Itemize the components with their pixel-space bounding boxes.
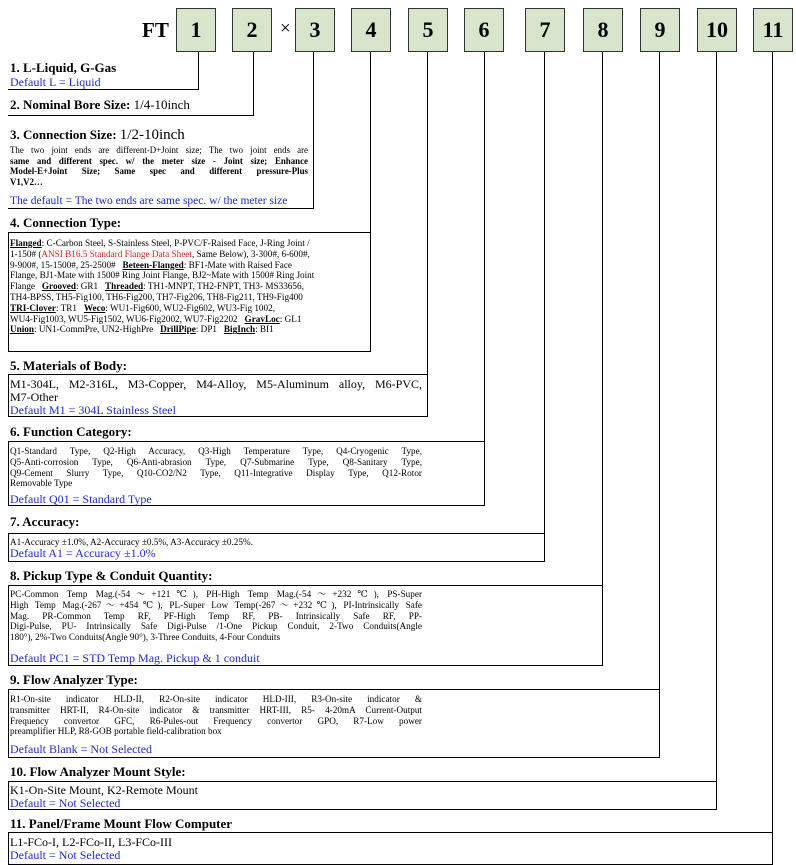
code-box-1: 1 — [176, 8, 216, 52]
section-9-title: 9. Flow Analyzer Type: — [10, 672, 138, 687]
section-10-default: Default = Not Selected — [10, 796, 121, 810]
beteen-flanged-label: Beteen-Flanged — [122, 259, 184, 270]
l8-a: WU4-Fig1003, WU5-Fig1502, WU6-Fig2002, WU7-Fig2202 — [10, 313, 238, 324]
code-box-9: 9 — [640, 8, 680, 52]
frame-top-9 — [8, 689, 660, 690]
section-8-default: Default PC1 = STD Temp Mag. Pickup & 1 conduit — [10, 651, 260, 665]
ansi-datasheet-link[interactable]: ANSI B16.5 Standard Flange Data Sheet — [41, 248, 192, 259]
section-8-line-4: Digi-Pulse, PU- Intrinsically Safe Digi-Pulse /1-One Pickup Conduit, 2-Two Conduits(Angle — [10, 621, 422, 632]
section-6-line-4: Removable Type — [10, 478, 73, 489]
section-5-title: 5. Materials of Body: — [10, 358, 127, 373]
section-2-label: 2. Nominal Bore Size: — [10, 97, 131, 112]
section-4-body — [10, 238, 366, 335]
code-box-8: 8 — [583, 8, 623, 52]
section-8-line-2: High Temp Mag.(-267～+454℃), PL-Super Low Temp(-267～+232℃), PI-Intrinsically Safe — [10, 599, 422, 610]
connector-4 — [370, 52, 371, 351]
section-4-line-3 — [10, 260, 366, 271]
section-3-title — [10, 127, 185, 144]
l9-b: : DP1 — [195, 324, 218, 335]
times-sign: × — [280, 18, 291, 39]
code-box-3: 3 — [295, 8, 335, 52]
section-4-line-9 — [10, 324, 366, 335]
section-3-line-2: same and different spec. w/ the meter size - Joint size; Enhance — [10, 155, 308, 166]
section-4-line-4: Flange, BJ1-Mate with 1500# Ring Joint Flange, BJ2~Mate with 1500# Ring Joint — [10, 270, 315, 281]
section-11-title: 11. Panel/Frame Mount Flow Computer — [10, 816, 233, 831]
connector-2 — [253, 52, 254, 115]
connector-7 — [544, 52, 545, 561]
connector-1 — [198, 52, 199, 89]
code-box-5: 5 — [408, 8, 448, 52]
bottom-line-1 — [8, 89, 199, 90]
l9-c: : BI1 — [255, 324, 274, 335]
section-5-default: Default M1 = 304L Stainless Steel — [10, 402, 176, 417]
frame-top-6 — [8, 441, 485, 442]
section-4-line-2 — [10, 249, 366, 260]
code-box-11: 11 — [753, 8, 793, 52]
frame-left-6 — [8, 441, 9, 505]
threaded-label: Threaded — [105, 281, 144, 292]
frame-left-11 — [8, 832, 9, 864]
frame-top-8 — [8, 585, 603, 586]
frame-left-4 — [8, 232, 9, 351]
section-7-title: 7. Accuracy: — [10, 514, 80, 529]
section-7-line-1: A1-Accuracy ±1.0%, A2-Accuracy ±0.5%, A3-Accuracy ±0.25%. — [10, 537, 253, 547]
bottom-line-8 — [8, 665, 603, 666]
section-3-line-4: V1,V2… — [10, 176, 43, 187]
connector-3 — [313, 52, 314, 208]
section-9-line-4: preamplifier HLP, R8-GOB portable field-calibration box — [10, 726, 222, 737]
section-6-line-3: Q9-Cement Slurry Type, Q10-CO2/N2 Type, Q11-Integrative Display Type, Q12-Rotor — [10, 467, 422, 478]
frame-left-8 — [8, 585, 9, 665]
section-9-line-3: Frequency convertor GFC, R6-Pules-out Frequency convertor GPO, R7-Low power — [10, 715, 422, 726]
section-4-line-1 — [10, 238, 366, 249]
connector-11 — [772, 52, 773, 864]
bottom-line-9 — [8, 757, 660, 758]
l5-b: : GR1 — [75, 281, 99, 292]
bottom-line-4 — [8, 351, 371, 352]
section-10-title: 10. Flow Analyzer Mount Style: — [10, 764, 186, 779]
tri-clover-label: TRI-Clover — [10, 302, 56, 313]
section-3-line-1: The two joint ends are different-D+Joint size; The two joint ends are — [10, 145, 308, 155]
l2-a: 1-150# ( — [10, 248, 42, 259]
l3-a: 9-900#, 15-1500#, 25-2500# — [10, 259, 116, 270]
connector-5 — [427, 52, 428, 416]
section-5-line-2: M7-Other — [10, 389, 58, 404]
l3-b: : BF1-Mate with Raised Face — [183, 259, 292, 270]
frame-top-4 — [8, 232, 371, 233]
l5-c: : TH1-MNPT, TH2-FNPT, TH3- MS33656, — [143, 281, 304, 292]
code-box-2: 2 — [232, 8, 272, 52]
grooved-label: Grooved — [41, 281, 76, 292]
section-11-default: Default = Not Selected — [10, 848, 121, 862]
frame-left-9 — [8, 689, 9, 757]
section-8-line-1: PC-Common Temp Mag.(-54～+121℃), PH-High Temp Mag.(-54～+232℃), PS-Super — [10, 589, 422, 599]
connector-8 — [602, 52, 603, 665]
union-label: Union — [10, 324, 35, 335]
l9-a: : UN1-CommPre, UN2-HighPre — [34, 324, 154, 335]
l7-a: : TR1 — [55, 302, 77, 313]
model-prefix: FT — [142, 18, 169, 42]
section-4-line-5 — [10, 281, 366, 292]
section-4-line-8 — [10, 314, 366, 325]
section-6-line-1: Q1-Standard Type, Q2-High Accuracy, Q3-High Temperature Type, Q4-Cryogenic Type, — [10, 446, 422, 456]
section-3-body — [10, 145, 308, 187]
section-3-line-3: Model-E+Joint Size; Same spec and different pressure-Plus — [10, 166, 308, 177]
section-9-line-2: transmitter HRT-II, R4-On-site indicator & transmitter HRT-III, R5- 4-20mA Current-Output — [10, 704, 422, 715]
section-9-line-1: R1-On-site indicator HLD-II, R2-On-site indicator HLD-III, R3-On-site indicator & — [10, 694, 422, 704]
connector-9 — [659, 52, 660, 757]
section-3-default: The default = The two ends are same spec. w/ the meter size — [10, 195, 288, 207]
code-box-10: 10 — [697, 8, 737, 52]
connector-6 — [484, 52, 485, 505]
section-5-body — [10, 378, 422, 416]
section-9-body — [10, 694, 422, 737]
section-4-line-7 — [10, 303, 366, 314]
biginch-label: BigInch — [223, 324, 256, 335]
l5-a: Flange — [10, 281, 36, 292]
l8-b: : GL1 — [279, 313, 302, 324]
gravloc-label: GravLoc — [244, 313, 280, 324]
section-1-title: 1. L-Liquid, G-Gas — [10, 60, 117, 75]
section-8-line-3: Mag. PR-Common Temp RF, PF-High Temp RF, PB- Intrinsically Safe RF, PP- — [10, 610, 422, 621]
section-11-line-1: L1-FCo-I, L2-FCo-II, L3-FCo-III — [10, 835, 172, 849]
frame-left-5 — [8, 374, 9, 416]
frame-left-7 — [8, 533, 9, 561]
section-8-line-5: 180°), 2%-Two Conduits(Angle 90°), 3-Three Conduits, 4-Four Conduits — [10, 632, 281, 643]
code-box-6: 6 — [464, 8, 504, 52]
frame-top-10 — [8, 781, 717, 782]
frame-top-11 — [8, 832, 773, 833]
section-6-title: 6. Function Category: — [10, 424, 132, 439]
bottom-line-2 — [8, 115, 254, 116]
l7-b: : WU1-Fig600, WU2-Fig602, WU3-Fig 1002, — [105, 302, 276, 313]
section-1-default: Default L = Liquid — [10, 75, 101, 89]
section-9-default: Default Blank = Not Selected — [10, 742, 153, 756]
section-8-title: 8. Pickup Type & Conduit Quantity: — [10, 568, 213, 583]
section-6-body — [10, 446, 422, 489]
connector-10 — [716, 52, 717, 809]
section-5-line-1: M1-304L, M2-316L, M3-Copper, M4-Alloy, M5-Aluminum alloy, M6-PVC, — [10, 377, 422, 391]
flanged-text: : C-Carbon Steel, S-Stainless Steel, P-PVC/F-Raised Face, J-Ring Joint / — [41, 238, 310, 248]
frame-top-5 — [8, 374, 428, 375]
flanged-label: Flanged — [10, 238, 42, 248]
bottom-line-7 — [8, 561, 545, 562]
section-3-label: 3. Connection Size: — [10, 127, 117, 142]
weco-label: Weco — [83, 302, 106, 313]
code-box-4: 4 — [351, 8, 391, 52]
section-8-body — [10, 589, 422, 643]
section-2-value: 1/4-10inch — [133, 97, 190, 112]
frame-top-7 — [8, 533, 545, 534]
section-3-value: 1/2-10inch — [119, 127, 185, 143]
frame-left-10 — [8, 781, 9, 809]
section-6-line-2: Q5-Anti-corrosion Type, Q6-Anti-abrasion Type, Q7-Submarine Type, Q8-Sanitary Type, — [10, 456, 422, 467]
section-4-title: 4. Connection Type: — [10, 215, 122, 230]
section-7-default: Default A1 = Accuracy ±1.0% — [10, 546, 156, 560]
drillpipe-label: DrillPipe — [160, 324, 196, 335]
code-box-7: 7 — [525, 8, 565, 52]
l2-b: , Same Below), 3-300#, 6-600#, — [191, 248, 310, 259]
section-6-default: Default Q01 = Standard Type — [10, 492, 152, 506]
section-2-title — [10, 97, 190, 113]
bottom-line-3 — [8, 208, 314, 209]
section-10-line-1: K1-On-Site Mount, K2-Remote Mount — [10, 783, 198, 797]
section-4-line-6: TH4-BPSS, TH5-Fig100, TH6-Fig200, TH7-Fig206, TH8-Fig211, TH9-Fig400 — [10, 291, 303, 302]
